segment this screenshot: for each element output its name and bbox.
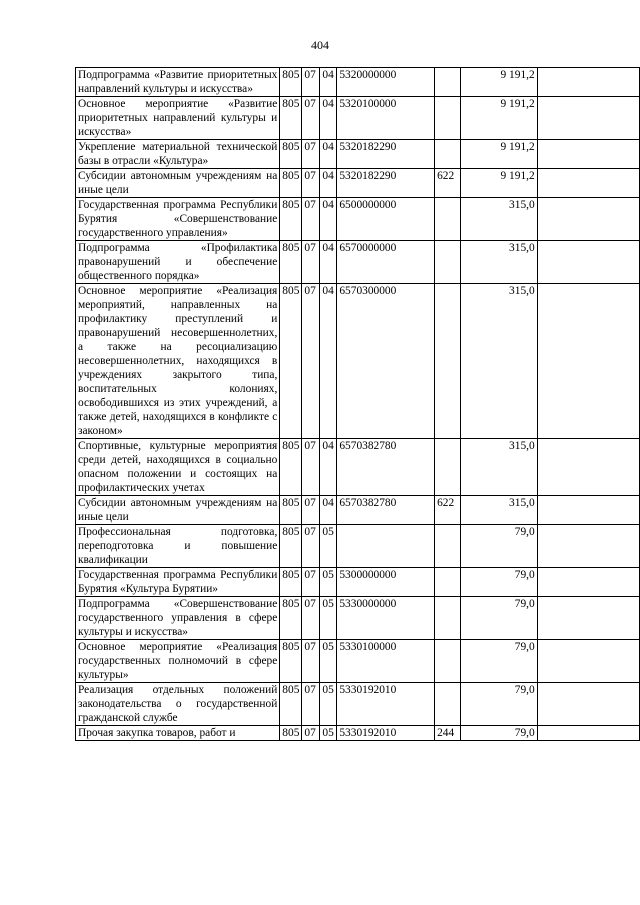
section-cell: 07 xyxy=(302,439,320,496)
amount-cell: 9 191,2 xyxy=(461,140,538,169)
extra-cell xyxy=(537,597,639,640)
extra-cell xyxy=(537,198,639,241)
grbs-cell: 805 xyxy=(280,640,302,683)
section-cell: 07 xyxy=(302,597,320,640)
expense-type-cell xyxy=(435,97,461,140)
amount-cell: 315,0 xyxy=(461,284,538,439)
amount-cell: 79,0 xyxy=(461,597,538,640)
grbs-cell: 805 xyxy=(280,683,302,726)
section-cell: 07 xyxy=(302,284,320,439)
target-article-cell: 5320100000 xyxy=(337,97,435,140)
subsection-cell: 05 xyxy=(320,726,337,741)
budget-table xyxy=(75,67,640,741)
subsection-cell: 05 xyxy=(320,597,337,640)
table-row xyxy=(76,169,640,198)
table-row xyxy=(76,726,640,741)
section-cell: 07 xyxy=(302,241,320,284)
extra-cell xyxy=(537,496,639,525)
target-article-cell: 6570382780 xyxy=(337,496,435,525)
expense-type-cell xyxy=(435,597,461,640)
name-cell: Субсидии автономным учреждениям на иные цели xyxy=(76,496,280,525)
table-row xyxy=(76,640,640,683)
extra-cell xyxy=(537,169,639,198)
extra-cell xyxy=(537,284,639,439)
section-cell: 07 xyxy=(302,726,320,741)
expense-type-cell xyxy=(435,568,461,597)
expense-type-cell xyxy=(435,68,461,97)
expense-type-cell: 622 xyxy=(435,169,461,198)
grbs-cell: 805 xyxy=(280,284,302,439)
amount-cell: 315,0 xyxy=(461,241,538,284)
name-cell: Основное мероприятие «Реализация мероприятий, направленных на профилактику преступлений и правонарушений несовершеннолетних, а также на ресоциализацию несовершеннолетних, находящихся в учреждениях закрытого типа, воспитательных колониях, освободившихся из этих учреждений, а также детей, находящихся в конфликте с законом» xyxy=(76,284,280,439)
subsection-cell: 04 xyxy=(320,140,337,169)
amount-cell: 315,0 xyxy=(461,198,538,241)
section-cell: 07 xyxy=(302,198,320,241)
grbs-cell: 805 xyxy=(280,439,302,496)
grbs-cell: 805 xyxy=(280,525,302,568)
extra-cell xyxy=(537,97,639,140)
expense-type-cell xyxy=(435,525,461,568)
grbs-cell: 805 xyxy=(280,597,302,640)
section-cell: 07 xyxy=(302,568,320,597)
target-article-cell: 6570382780 xyxy=(337,439,435,496)
name-cell: Подпрограмма «Профилактика правонарушений и обеспечение общественного порядка» xyxy=(76,241,280,284)
expense-type-cell xyxy=(435,683,461,726)
subsection-cell: 04 xyxy=(320,97,337,140)
expense-type-cell: 622 xyxy=(435,496,461,525)
page-number: 404 xyxy=(311,38,329,52)
table-row xyxy=(76,568,640,597)
target-article-cell: 5330192010 xyxy=(337,726,435,741)
target-article-cell: 5330000000 xyxy=(337,597,435,640)
amount-cell: 79,0 xyxy=(461,726,538,741)
subsection-cell: 04 xyxy=(320,169,337,198)
table-row xyxy=(76,68,640,97)
grbs-cell: 805 xyxy=(280,726,302,741)
extra-cell xyxy=(537,640,639,683)
table-row xyxy=(76,241,640,284)
amount-cell: 315,0 xyxy=(461,439,538,496)
target-article-cell: 5320182290 xyxy=(337,169,435,198)
name-cell: Основное мероприятие «Реализация государственных полномочий в сфере культуры» xyxy=(76,640,280,683)
section-cell: 07 xyxy=(302,97,320,140)
extra-cell xyxy=(537,683,639,726)
grbs-cell: 805 xyxy=(280,241,302,284)
amount-cell: 9 191,2 xyxy=(461,68,538,97)
section-cell: 07 xyxy=(302,525,320,568)
amount-cell: 79,0 xyxy=(461,525,538,568)
table-body xyxy=(76,68,640,741)
extra-cell xyxy=(537,568,639,597)
subsection-cell: 04 xyxy=(320,496,337,525)
grbs-cell: 805 xyxy=(280,169,302,198)
expense-type-cell xyxy=(435,241,461,284)
target-article-cell: 5330100000 xyxy=(337,640,435,683)
name-cell: Подпрограмма «Совершенствование государственного управления в сфере культуры и искусства» xyxy=(76,597,280,640)
subsection-cell: 04 xyxy=(320,439,337,496)
extra-cell xyxy=(537,68,639,97)
expense-type-cell xyxy=(435,640,461,683)
amount-cell: 79,0 xyxy=(461,640,538,683)
table-row xyxy=(76,97,640,140)
name-cell: Государственная программа Республики Бурятия «Культура Бурятии» xyxy=(76,568,280,597)
name-cell: Прочая закупка товаров, работ и xyxy=(76,726,280,741)
amount-cell: 79,0 xyxy=(461,683,538,726)
target-article-cell: 5300000000 xyxy=(337,568,435,597)
target-article-cell: 5320000000 xyxy=(337,68,435,97)
grbs-cell: 805 xyxy=(280,68,302,97)
table-row xyxy=(76,439,640,496)
subsection-cell: 05 xyxy=(320,640,337,683)
amount-cell: 9 191,2 xyxy=(461,97,538,140)
name-cell: Укрепление материальной технической базы в отрасли «Культура» xyxy=(76,140,280,169)
target-article-cell: 5320182290 xyxy=(337,140,435,169)
subsection-cell: 05 xyxy=(320,568,337,597)
subsection-cell: 04 xyxy=(320,284,337,439)
name-cell: Профессиональная подготовка, переподготовка и повышение квалификации xyxy=(76,525,280,568)
table-row xyxy=(76,284,640,439)
grbs-cell: 805 xyxy=(280,496,302,525)
table-row xyxy=(76,525,640,568)
amount-cell: 315,0 xyxy=(461,496,538,525)
name-cell: Субсидии автономным учреждениям на иные цели xyxy=(76,169,280,198)
name-cell: Спортивные, культурные мероприятия среди детей, находящихся в социально опасном положении и состоящих на профилактических учетах xyxy=(76,439,280,496)
subsection-cell: 05 xyxy=(320,525,337,568)
amount-cell: 9 191,2 xyxy=(461,169,538,198)
grbs-cell: 805 xyxy=(280,140,302,169)
grbs-cell: 805 xyxy=(280,568,302,597)
extra-cell xyxy=(537,241,639,284)
target-article-cell: 6500000000 xyxy=(337,198,435,241)
table-row xyxy=(76,496,640,525)
section-cell: 07 xyxy=(302,140,320,169)
extra-cell xyxy=(537,726,639,741)
target-article-cell: 6570000000 xyxy=(337,241,435,284)
table-row xyxy=(76,597,640,640)
expense-type-cell xyxy=(435,284,461,439)
name-cell: Реализация отдельных положений законодательства о государственной гражданской службе xyxy=(76,683,280,726)
expense-type-cell: 244 xyxy=(435,726,461,741)
extra-cell xyxy=(537,140,639,169)
target-article-cell: 5330192010 xyxy=(337,683,435,726)
extra-cell xyxy=(537,439,639,496)
subsection-cell: 04 xyxy=(320,241,337,284)
section-cell: 07 xyxy=(302,683,320,726)
amount-cell: 79,0 xyxy=(461,568,538,597)
grbs-cell: 805 xyxy=(280,198,302,241)
target-article-cell xyxy=(337,525,435,568)
subsection-cell: 05 xyxy=(320,683,337,726)
grbs-cell: 805 xyxy=(280,97,302,140)
expense-type-cell xyxy=(435,439,461,496)
table-row xyxy=(76,198,640,241)
subsection-cell: 04 xyxy=(320,198,337,241)
section-cell: 07 xyxy=(302,169,320,198)
expense-type-cell xyxy=(435,198,461,241)
table-row xyxy=(76,140,640,169)
section-cell: 07 xyxy=(302,496,320,525)
section-cell: 07 xyxy=(302,68,320,97)
table-row xyxy=(76,683,640,726)
subsection-cell: 04 xyxy=(320,68,337,97)
target-article-cell: 6570300000 xyxy=(337,284,435,439)
expense-type-cell xyxy=(435,140,461,169)
extra-cell xyxy=(537,525,639,568)
section-cell: 07 xyxy=(302,640,320,683)
name-cell: Подпрограмма «Развитие приоритетных направлений культуры и искусства» xyxy=(76,68,280,97)
name-cell: Государственная программа Республики Бурятия «Совершенствование государственного управления» xyxy=(76,198,280,241)
name-cell: Основное мероприятие «Развитие приоритетных направлений культуры и искусства» xyxy=(76,97,280,140)
